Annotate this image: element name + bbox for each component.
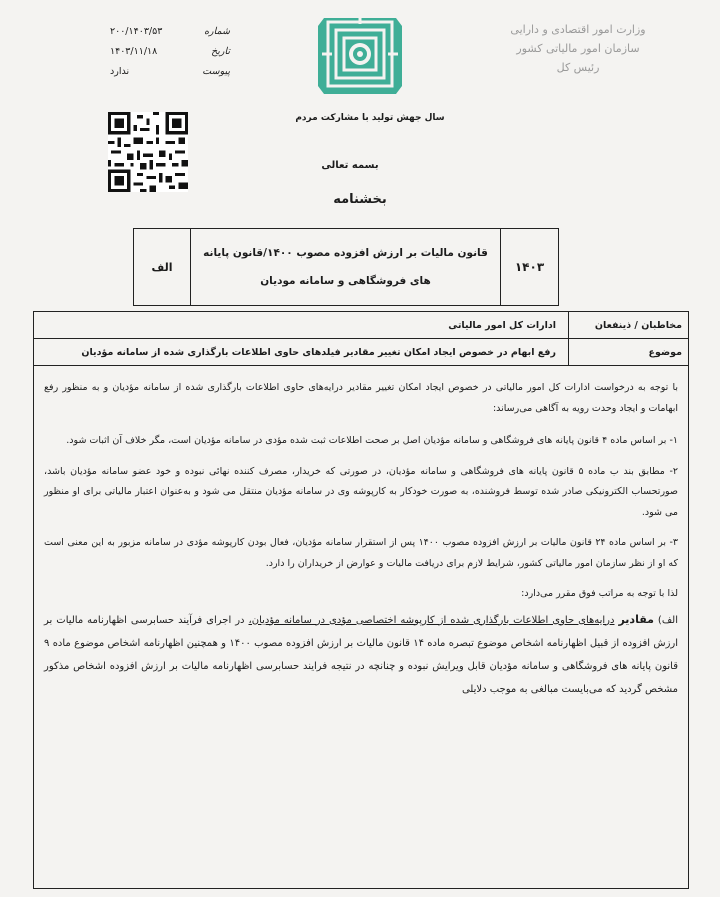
clause-alef-keyword: مقادیر [618, 612, 654, 626]
ministry-header [478, 20, 678, 77]
clause-alef [44, 608, 678, 701]
attachment-label: پیوست [202, 66, 230, 77]
year-cell: ۱۴۰۳ [500, 229, 558, 305]
document-type-title: بخشنامه [333, 192, 387, 207]
number-label: شماره [204, 26, 230, 37]
list-item: ۲- مطابق بند ب ماده ۵ قانون پایانه های فروشگاهی و سامانه مؤدیان، در صورتی که خریدار، مصرف کننده نهائی نبوده و خود عضو سامانه مؤدیان باشد، صورتحساب الکترونیکی صادر شده توسط فروشنده، به صورت خودکار به کارپوشه وی در سامانه مؤدیان منتقل می شود و به‌عنوان اعتبار مالیاتی برای او منظور می شود. [44, 465, 678, 518]
circular-text [34, 366, 688, 701]
law-title-cell: قانون مالیات بر ارزش افزوده مصوب ۱۴۰۰/قانون پایانه های فروشگاهی و سامانه مودیان [190, 229, 500, 305]
subject-row [34, 339, 688, 366]
law-reference-table [133, 228, 559, 306]
audience-label: مخاطبان / ذینفعان [568, 312, 688, 338]
resolution-intro: لذا با توجه به مراتب فوق مقرر می‌دارد: [521, 588, 678, 599]
clause-alef-prefix: الف) [657, 614, 678, 626]
subject-value: رفع ابهام در خصوص ایجاد امکان تغییر مقادیر فیلدهای حاوی اطلاعات بارگذاری شده از سامانه مؤدیان [81, 346, 556, 358]
subject-label: موضوع [568, 339, 688, 365]
tax-organization-logo [318, 10, 402, 94]
intro-paragraph: با توجه به درخواست ادارات کل امور مالیاتی در خصوص ایجاد امکان تغییر مقادیر درایه‌های حاوی اطلاعات بارگذاری شده از سامانه مؤدیان و به منظور رفع ابهامات و ایجاد وحدت رویه به آگاهی می‌رساند: [44, 382, 678, 414]
ministry-line: وزارت امور اقتصادی و دارایی [510, 23, 646, 36]
attachment-value: ندارد [110, 66, 130, 77]
clause-alef-text: در اجرای فرآیند حسابرسی اظهارنامه مالیات بر ارزش افزوده از قبیل اظهارنامه اشخاص موضوع تبصره ماده ۱۴ قانون مالیات بر ارزش افزوده مصوب ۱۴۰۰ و همچنین اظهارنامه اشخاص موضوع ماده ۹ قانون پایانه های فروشگاهی و سامانه مؤدیان قابل ویرایش نبوده و چنانچه در نتیجه فرایند حسابرسی اظهارنامه مالیات بر ارزش افزوده اشخاص مذکور مشخص گردید که می‌بایست مبالغی به موجب دلایلی [44, 614, 679, 695]
date-value: ۱۴۰۳/۱۱/۱۸ [110, 46, 158, 57]
audience-row [34, 312, 688, 339]
letter-metadata [110, 22, 230, 82]
date-label: تاریخ [211, 46, 230, 57]
circular-body-box [33, 311, 689, 889]
list-item: ۱- بر اساس ماده ۴ قانون پایانه های فروشگاهی و سامانه مؤدیان اصل بر صحت اطلاعات ثبت شده مؤدی در سامانه مؤدیان است، مگر خلاف آن اثبات شود. [66, 435, 678, 446]
number-value: ۲۰۰/۱۴۰۳/۵۳ [110, 26, 163, 37]
list-item: ۳- بر اساس ماده ۲۴ قانون مالیات بر ارزش افزوده مصوب ۱۴۰۰ پس از استقرار سامانه مؤدیان، فعال بودن کارپوشه مؤدی در سامانه مزبور به این معنی است که او از نظر سازمان امور مالیاتی کشور، شرایط لازم برای دریافت مالیات و عوارض از خریداران را دارد. [44, 537, 678, 569]
clause-alef-underlined: درایه‌های حاوی اطلاعات بارگذاری شده از کارپوشه اختصاصی مؤدی در سامانه مؤدیان، [248, 614, 615, 626]
code-cell: الف [151, 260, 173, 274]
qr-code [108, 112, 188, 192]
ministry-line: سازمان امور مالیاتی کشور [516, 42, 640, 55]
ministry-line: رئیس کل [556, 61, 600, 74]
year-slogan: سال جهش تولید با مشارکت مردم [295, 113, 445, 123]
bismillah: بسمه تعالی [321, 160, 379, 171]
audience-value: ادارات کل امور مالیاتی [448, 319, 556, 331]
